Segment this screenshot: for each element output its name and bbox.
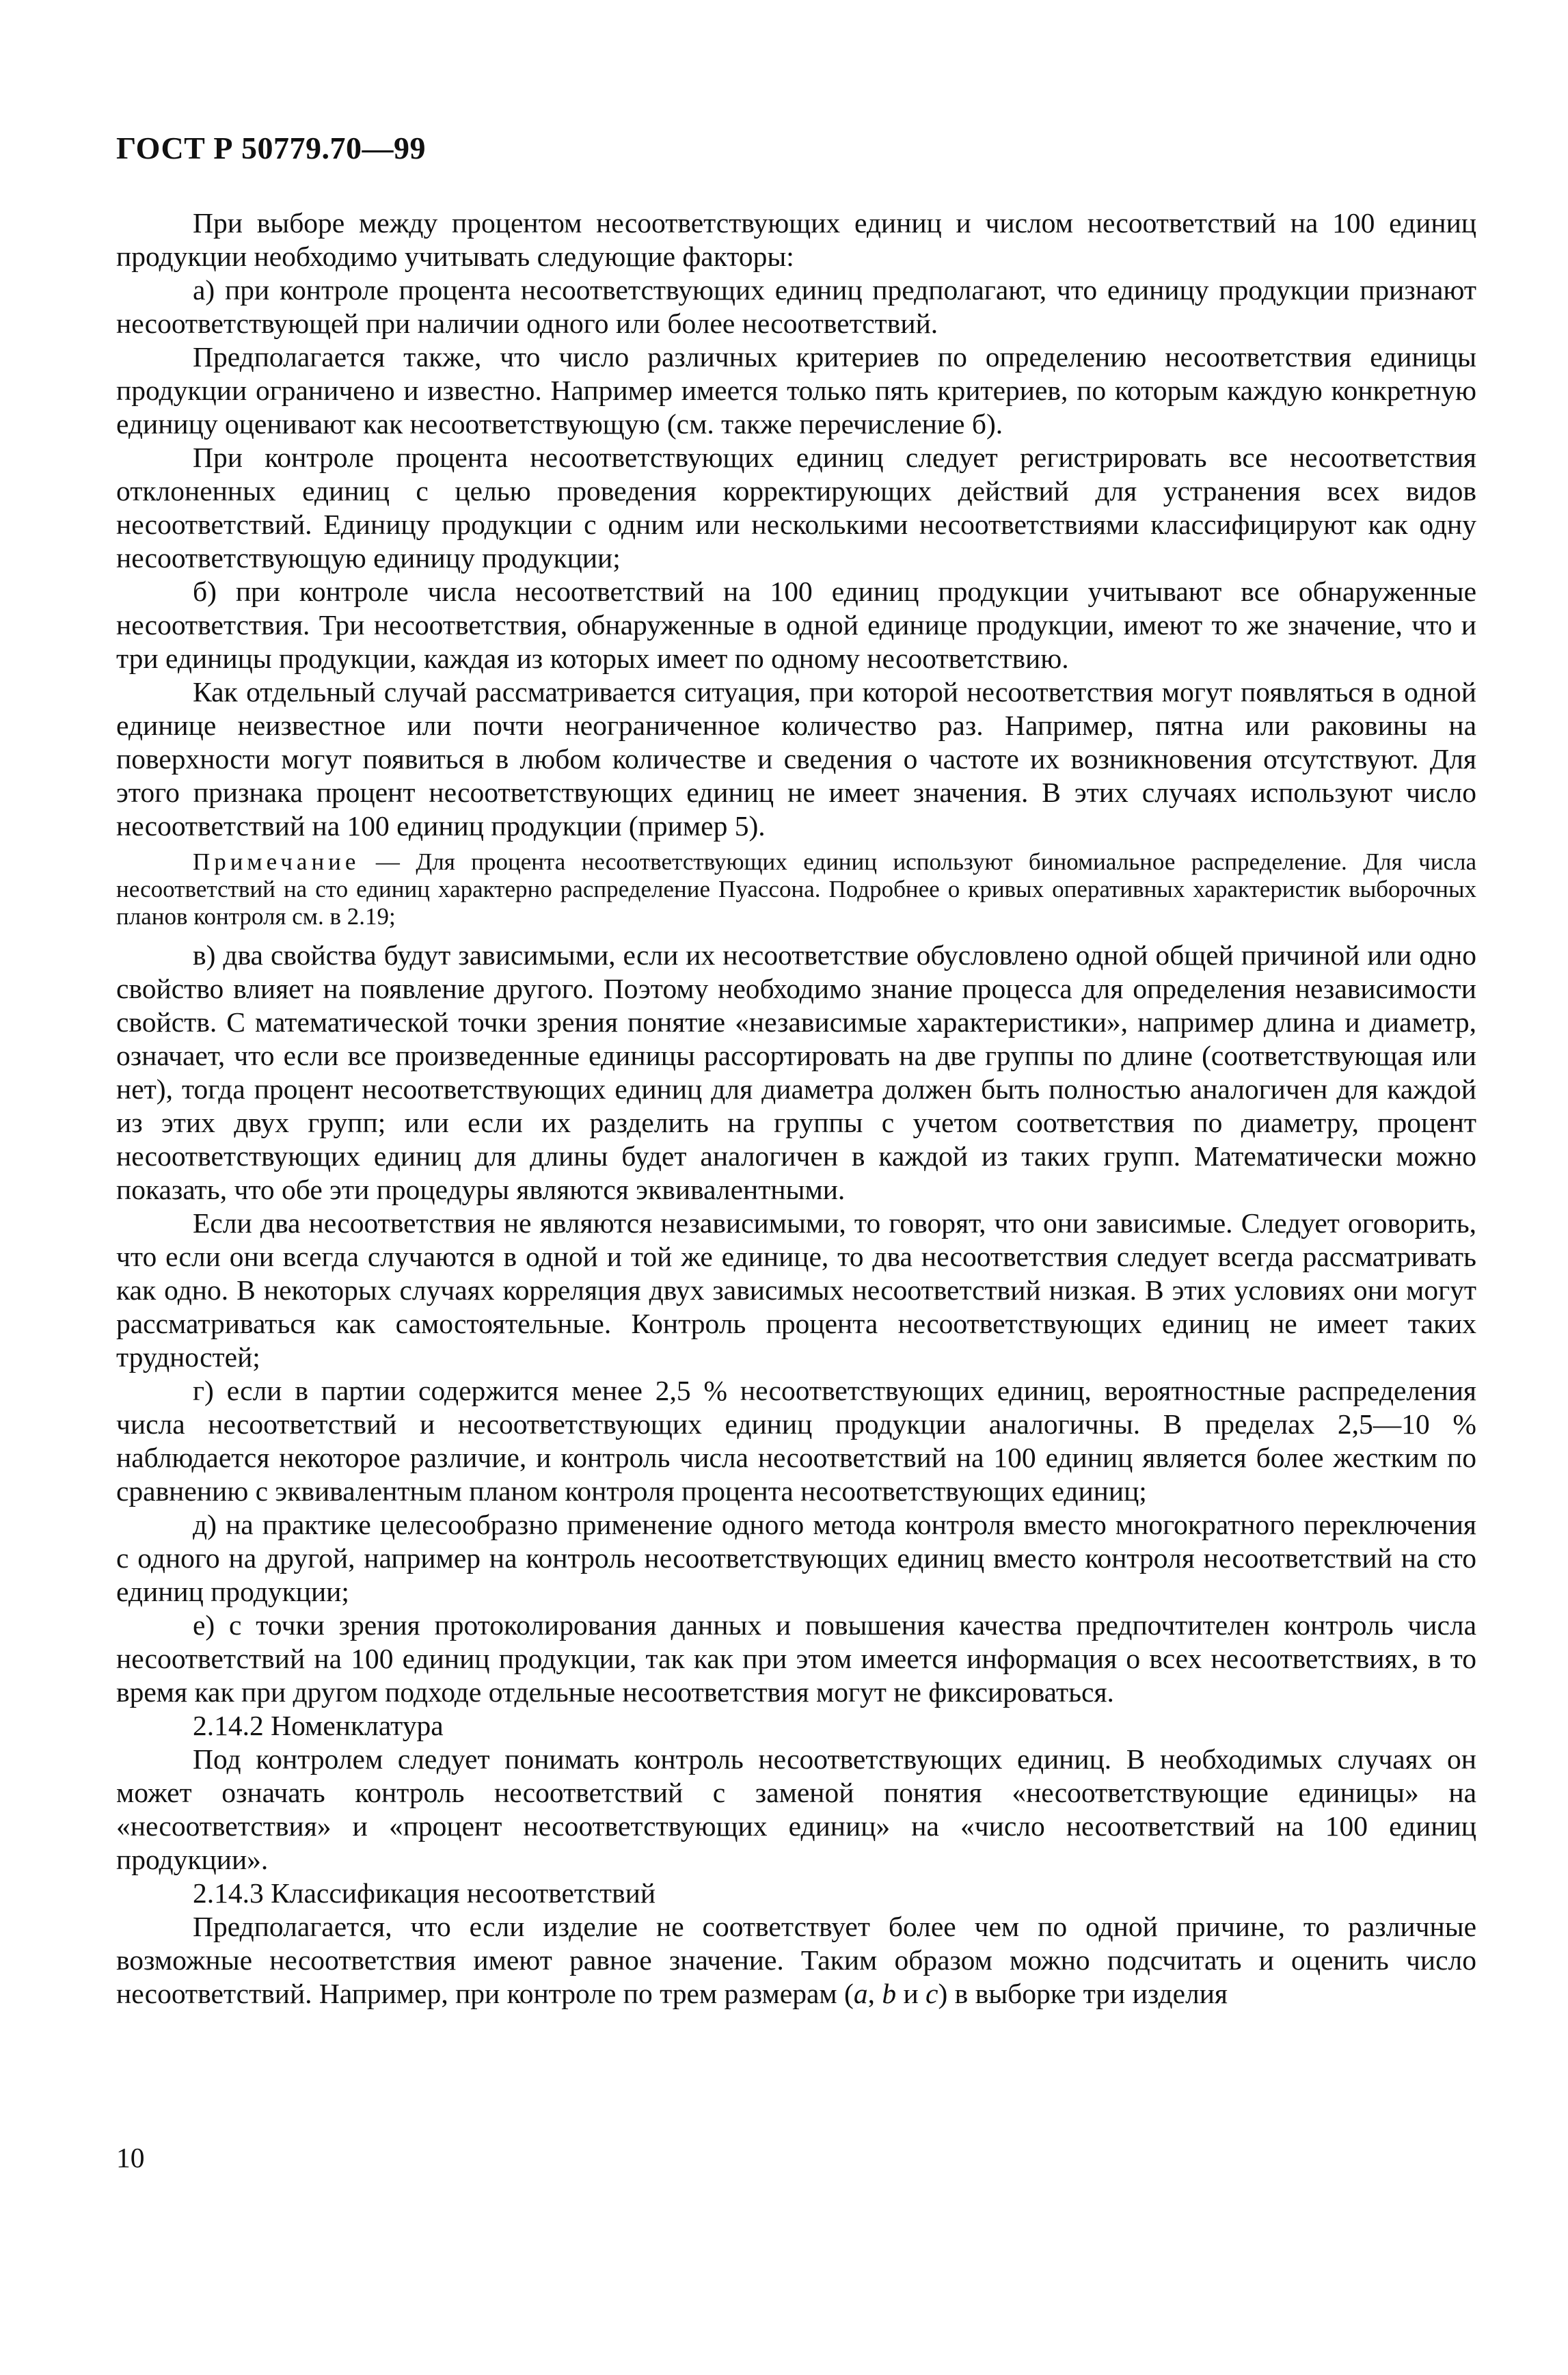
separator: , xyxy=(867,1978,882,2009)
variable-a: a xyxy=(853,1978,868,2009)
paragraph: При выборе между процентом несоответствующих единиц и числом несоответствий на 100 единиц продукции необходимо учитывать следующие факторы: xyxy=(116,207,1476,272)
list-item-b: б) при контроле числа несоответствий на 100 единиц продукции учитывают все обнаруженные несоответствия. Три несоответствия, обнаруженные в одной единице продукции, имеют то же значение, что и три единицы продукции, каждая из которых имеет по одному несоответствию. xyxy=(116,576,1476,674)
list-item-v: в) два свойства будут зависимыми, если их несоответствие обусловлено одной общей причиной или одно свойство влияет на появление другого. Поэтому необходимо знание процесса для определения независимости свойств. С математической точки зрения понятие «независимые характеристики», например длина и диаметр, означает, что если все произведенные единицы рассортировать на две группы по длине (соответствующая или нет), тогда процент несоответствующих единиц для диаметра должен быть полностью аналогичен для каждой из этих двух групп; или если их разделить на группы с учетом соответствия по диаметру, процент несоответствующих единиц для длины будет аналогичен в каждой из таких групп. Математически можно показать, что обе эти процедуры являются эквивалентными. xyxy=(116,939,1476,1205)
list-item-g: г) если в партии содержится менее 2,5 % несоответствующих единиц, вероятностные распределения числа несоответствий и несоответствующих единиц продукции аналогичны. В пределах 2,5—10 % наблюдается некоторое различие, и контроль числа несоответствий на 100 единиц является более жестким по сравнению с эквивалентным планом контроля процента несоответствующих единиц; xyxy=(116,1375,1476,1507)
section-heading-2-14-2: 2.14.2 Номенклатура xyxy=(193,1710,444,1741)
page-number: 10 xyxy=(116,2142,145,2173)
section-heading-2-14-3: 2.14.3 Классификация несоответствий xyxy=(193,1877,656,1909)
variable-c: c xyxy=(925,1978,938,2009)
separator: и xyxy=(896,1978,926,2009)
document-body xyxy=(116,206,1476,2011)
note-label: Примечание xyxy=(193,848,360,875)
paragraph xyxy=(116,1910,1476,2011)
variable-b: b xyxy=(882,1978,897,2009)
paragraph-text: ) в выборке три изделия xyxy=(938,1978,1228,2009)
paragraph: Предполагается также, что число различных критериев по определению несоответствия единицы продукции ограничено и известно. Например имеется только пять критериев, по которым каждую конкретную единицу оценивают как несоответствующую (см. также перечисление б). xyxy=(116,341,1476,440)
document-header: ГОСТ Р 50779.70—99 xyxy=(116,131,426,165)
list-item-e: е) с точки зрения протоколирования данных и повышения качества предпочтителен контроль числа несоответствий на 100 единиц продукции, так как при этом имеется информация о всех несоответствиях, в то время как при другом подходе отдельные несоответствия могут не фиксироваться. xyxy=(116,1609,1476,1708)
note xyxy=(116,848,1476,930)
paragraph: Под контролем следует понимать контроль несоответствующих единиц. В необходимых случаях он может означать контроль несоответствий с заменой понятия «несоответствующие единицы» на «несоответствия» и «процент несоответствующих единиц» на «число несоответствий на 100 единиц продукции». xyxy=(116,1743,1476,1875)
paragraph-text: Предполагается, что если изделие не соответствует более чем по одной причине, то различные возможные несоответствия имеют равное значение. Таким образом можно подсчитать и оценить число несоответствий. Например, при контроле по трем размерам ( xyxy=(116,1911,1476,2009)
paragraph: Как отдельный случай рассматривается ситуация, при которой несоответствия могут появляться в одной единице неизвестное или почти неограниченное количество раз. Например, пятна или раковины на поверхности могут появиться в любом количестве и сведения о частоте их возникновения отсутствуют. Для этого признака процент несоответствующих единиц не имеет значения. В этих случаях используют число несоответствий на 100 единиц продукции (пример 5). xyxy=(116,676,1476,842)
list-item-a: а) при контроле процента несоответствующих единиц предполагают, что единицу продукции признают несоответствующей при наличии одного или более несоответствий. xyxy=(116,274,1476,339)
paragraph: Если два несоответствия не являются независимыми, то говорят, что они зависимые. Следует оговорить, что если они всегда случаются в одной и той же единице, то два несоответствия следует всегда рассматривать как одно. В некоторых случаях корреляция двух зависимых несоответствий низкая. В этих условиях они могут рассматриваться как самостоятельные. Контроль процента несоответствующих единиц не имеет таких трудностей; xyxy=(116,1207,1476,1373)
list-item-d: д) на практике целесообразно применение одного метода контроля вместо многократного переключения с одного на другой, например на контроль несоответствующих единиц вместо контроля несоответствий на сто единиц продукции; xyxy=(116,1509,1476,1607)
note-text: — Для процента несоответствующих единиц используют биномиальное распределение. Для числа несоответствий на сто единиц характерно распределение Пуассона. Подробнее о кривых оперативных характеристик выборочных планов контроля см. в 2.19; xyxy=(116,848,1476,930)
paragraph: При контроле процента несоответствующих единиц следует регистрировать все несоответствия отклоненных единиц с целью проведения корректирующих действий для устранения всех видов несоответствий. Единицу продукции с одним или несколькими несоответствиями классифицируют как одну несоответствующую единицу продукции; xyxy=(116,442,1476,574)
